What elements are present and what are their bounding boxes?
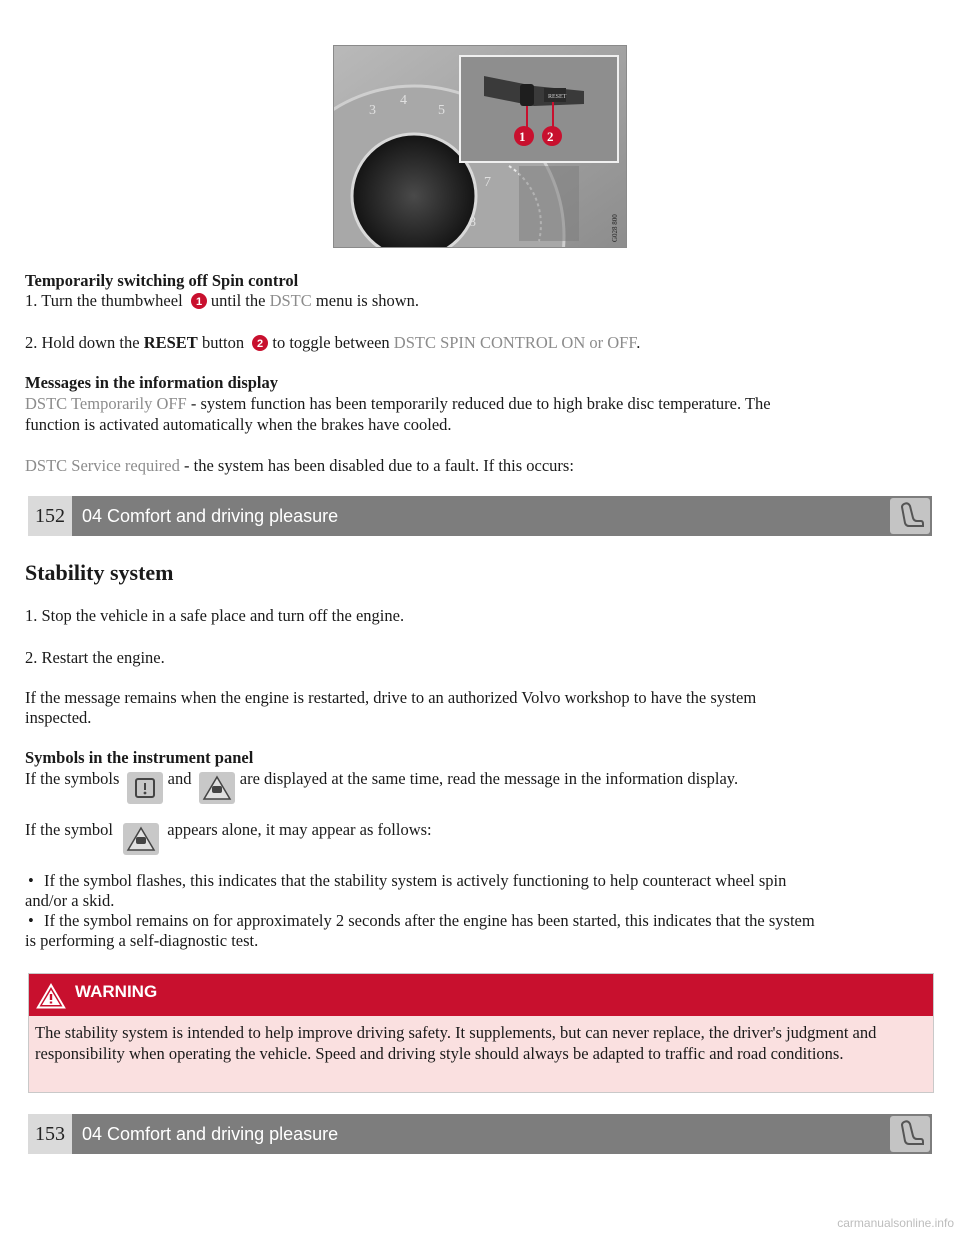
chapter-title: 04 Comfort and driving pleasure: [82, 1124, 339, 1144]
stability-step-2: 2. Restart the engine.: [25, 648, 165, 667]
image-code: G028 800: [611, 214, 619, 242]
reset-label: RESET: [548, 94, 567, 100]
dial-number: 4: [400, 93, 407, 108]
warning-triangle-icon: [35, 982, 67, 1015]
warning-title: WARNING: [75, 982, 158, 1001]
list-item-cont: and/or a skid.: [25, 891, 115, 910]
workshop-paragraph-cont: inspected.: [25, 708, 92, 727]
svg-text:2: 2: [547, 129, 554, 144]
warning-header: [29, 974, 933, 1016]
dial-number: 8: [469, 215, 476, 230]
svg-text:2: 2: [257, 338, 264, 350]
chapter-bar-152: [28, 496, 932, 536]
symbols-heading: Symbols in the instrument panel: [25, 748, 254, 767]
message-service-required: DSTC Service required - the system has been disabled due to a fault. If this occurs:: [25, 456, 574, 475]
seat-icon: [890, 498, 930, 534]
page-number: 152: [28, 496, 72, 536]
message-temporarily-off-cont: function is activated automatically when the brakes have cooled.: [25, 415, 452, 434]
stability-system-heading: Stability system: [25, 560, 174, 585]
list-item-cont: is performing a self-diagnostic test.: [25, 931, 259, 950]
dial-number: 7: [484, 175, 491, 190]
chapter-bar-153: [28, 1114, 932, 1154]
message-temporarily-off: DSTC Temporarily OFF - system function has been temporarily reduced due to high brake disc temperature. The: [25, 394, 771, 413]
symbol-alone-line: If the symbol appears alone, it may appear as follows:: [25, 820, 432, 840]
step-1-line: 1. Turn the thumbwheel 1 until the DSTC menu is shown.: [25, 291, 420, 310]
dstc-menu-term: DSTC: [269, 291, 312, 310]
dial-number: 3: [369, 103, 376, 118]
page-number: 153: [28, 1114, 72, 1154]
warning-body: The stability system is intended to help improve driving safety. It supplements, but can never replace, the driver's judgment and responsibility when operating the vehicle. Speed and driving style should always be adapted to traffic and road conditions.: [35, 1023, 877, 1063]
warning-box: [28, 973, 934, 1093]
watermark: carmanualsonline.info: [837, 1216, 954, 1230]
list-item: • If the symbol remains on for approximately 2 seconds after the engine has been started, this indicates that the system: [28, 911, 815, 930]
spin-control-heading: Temporarily switching off Spin control: [25, 271, 299, 290]
stability-step-1: 1. Stop the vehicle in a safe place and turn off the engine.: [25, 606, 405, 625]
step-2-line: 2. Hold down the RESET button 2 to toggle between DSTC SPIN CONTROL ON or OFF.: [25, 333, 641, 352]
bullet-list: [25, 871, 938, 951]
seat-icon: [890, 1116, 930, 1152]
dashboard-illustration: [334, 46, 626, 247]
dial-number: 5: [438, 103, 445, 118]
workshop-paragraph: If the message remains when the engine is restarted, drive to an authorized Volvo workshop to have the system: [25, 688, 757, 707]
dashboard-figure: [333, 45, 627, 248]
svg-text:1: 1: [519, 129, 526, 144]
symbols-line: If the symbols and are displayed at the same time, read the message in the information display.: [25, 769, 738, 789]
messages-heading: Messages in the information display: [25, 373, 279, 392]
chapter-title: 04 Comfort and driving pleasure: [82, 506, 339, 526]
list-item: • If the symbol flashes, this indicates that the stability system is actively functioning to help counteract wheel spin: [28, 871, 787, 890]
svg-text:1: 1: [195, 296, 202, 308]
